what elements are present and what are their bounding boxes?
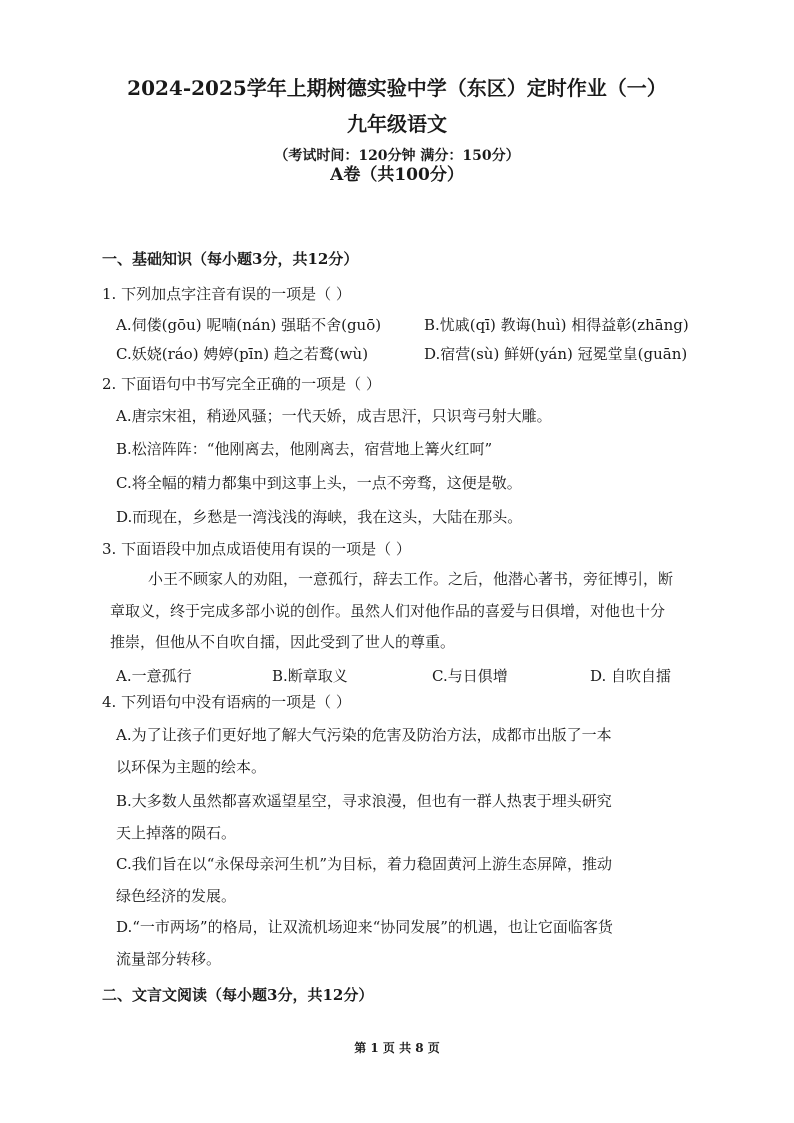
question-3-option-c: C.与日俱增 [432,667,508,685]
question-1-option-c: C.妖娆(ráo) 娉婷(pīn) 趋之若鹜(wù) [116,345,369,363]
question-3-option-a: A.一意孤行 [116,667,192,685]
section-heading-2: 二、文言文阅读（每小题3分，共12分） [102,986,374,1004]
section-heading-1: 一、基础知识（每小题3分，共12分） [102,250,359,268]
question-3-passage-line-3: 推崇，但他从不自吹自擂，因此受到了世人的尊重。 [110,633,456,651]
question-3-passage-line-1: 小王不顾家人的劝阻，一意孤行，辞去工作。之后，他潜心著书，旁征博引，断 [148,570,674,588]
exam-info: （考试时间：120分钟 满分：150分） [274,148,520,164]
question-4-stem: 4. 下列语句中没有语病的一项是（ ） [102,693,351,711]
question-3-passage-line-2: 章取义，终于完成多部小说的创作。虽然人们对他作品的喜爱与日俱增，对他也十分 [110,602,666,620]
question-1-stem: 1. 下列加点字注音有误的一项是（ ） [102,285,351,303]
exam-subtitle: 九年级语文 [347,112,447,136]
question-4-option-d-line-1: D.“一市两场”的格局，让双流机场迎来“协同发展”的机遇，也让它面临客货 [116,918,613,936]
question-4-option-b-line-1: B.大多数人虽然都喜欢遥望星空，寻求浪漫，但也有一群人热衷于埋头研究 [116,792,612,810]
question-2-option-d: D.而现在，乡愁是一湾浅浅的海峡，我在这头，大陆在那头。 [116,508,523,526]
question-1-option-d: D.宿营(sù) 鲜妍(yán) 冠冕堂皇(guān) [424,345,688,363]
question-4-option-b-line-2: 天上掉落的陨石。 [116,824,237,842]
question-2-option-b: B.松涪阵阵：“他刚离去，他刚离去，宿营地上篝火红呵” [116,440,493,458]
question-4-option-d-line-2: 流量部分转移。 [116,950,222,968]
exam-title: 2024-2025学年上期树德实验中学（东区）定时作业（一） [127,76,667,100]
question-2-option-c: C.将全幅的精力都集中到这事上头，一点不旁骛，这便是敬。 [116,474,522,492]
question-3-option-b: B.断章取义 [272,667,348,685]
question-4-option-a-line-1: A.为了让孩子们更好地了解大气污染的危害及防治方法，成都市出版了一本 [116,726,612,744]
question-4-option-c-line-2: 绿色经济的发展。 [116,887,237,905]
question-1-option-a: A.伺偻(gōu) 呢喃(nán) 强聒不舍(guō) [116,316,382,334]
question-2-stem: 2. 下面语句中书写完全正确的一项是（ ） [102,375,381,393]
question-4-option-a-line-2: 以环保为主题的绘本。 [116,758,267,776]
page-number: 第 1 页 共 8 页 [354,1041,440,1055]
question-1-option-b: B.忧戚(qī) 教诲(huì) 相得益彰(zhāng) [424,316,689,334]
question-3-stem: 3. 下面语段中加点成语使用有误的一项是（ ） [102,540,411,558]
question-4-option-c-line-1: C.我们旨在以“永保母亲河生机”为目标，着力稳固黄河上游生态屏障，推动 [116,855,613,873]
volume-label: A卷（共100分） [330,165,464,185]
question-3-option-d: D. 自吹自擂 [590,667,672,685]
question-2-option-a: A.唐宗宋祖，稍逊风骚；一代天娇，成吉思汗，只识弯弓射大雕。 [116,407,552,425]
